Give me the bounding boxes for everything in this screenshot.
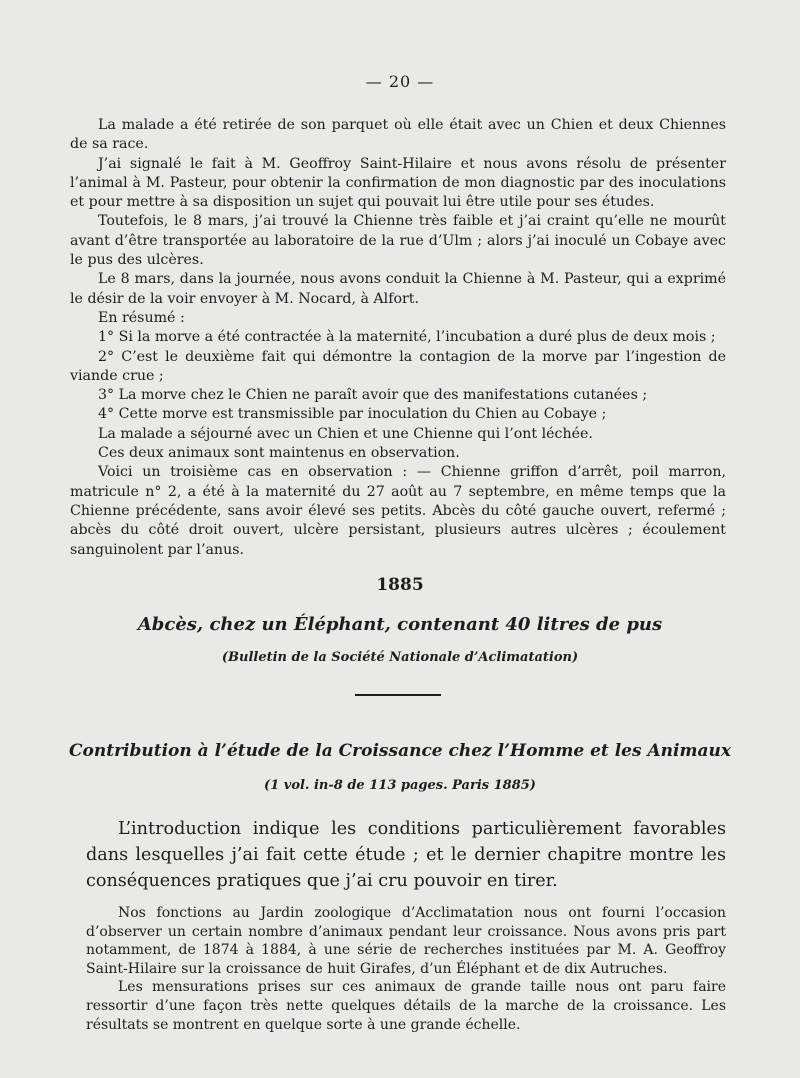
list-item: 4° Cette morve est transmissible par inoculation du Chien au Cobaye ; <box>98 406 607 423</box>
paragraph: En résumé : <box>98 309 185 326</box>
article-publication-info: (1 vol. in-8 de 113 pages. Paris 1885) <box>264 778 536 793</box>
list-item: 3° La morve chez le Chien ne paraît avoir que des manifestations cutanées ; <box>98 387 648 404</box>
intro-text <box>86 816 726 894</box>
paragraph: Nos fonctions au Jardin zoologique d’Acclimatation nous ont fourni l’occasion d’observer un certain nombre d’animaux pendant leur croissance. Nous avons pris part notamment, de 1874 à 1884, à une série de recherches instituées par M. A. Geoffroy Saint-Hilaire sur la croissance de huit Girafes, d’un Éléphant et de dix Autruches. <box>86 905 726 977</box>
paragraph: Ces deux animaux sont maintenus en observation. <box>98 445 460 462</box>
paragraph: J’ai signalé le fait à M. Geoffroy Saint-Hilaire et nous avons résolu de présenter l’animal à M. Pasteur, pour obtenir la confirmation de mon diagnostic par des inoculations et pour mettre à sa disposition un sujet qui pouvait lui être utile pour ses études. <box>70 155 726 211</box>
section1-text <box>70 116 726 560</box>
page-number: — 20 — <box>365 72 435 91</box>
list-item: 2° C’est le deuxième fait qui démontre la contagion de la morve par l’ingestion de viande crue ; <box>70 348 726 384</box>
paragraph: La malade a séjourné avec un Chien et une Chienne qui l’ont léchée. <box>98 425 593 442</box>
paragraph: Le 8 mars, dans la journée, nous avons conduit la Chienne à M. Pasteur, qui a exprimé le désir de la voir envoyer à M. Nocard, à Alfort. <box>70 271 726 307</box>
divider <box>355 694 441 696</box>
intro-paragraph: L’introduction indique les conditions particulièrement favorables dans lesquelles j’ai fait cette étude ; et le dernier chapitre montre les conséquences pratiques que j’ai cru pouvoir en tirer. <box>86 819 726 891</box>
section-year: 1885 <box>376 575 424 595</box>
section2-text <box>86 904 726 1034</box>
article-source: (Bulletin de la Société Nationale d’Aclimatation) <box>221 650 579 665</box>
article-title-croissance: Contribution à l’étude de la Croissance chez l’Homme et les Animaux <box>69 741 731 761</box>
paragraph: Voici un troisième cas en observation : — Chienne griffon d’arrêt, poil marron, matricule n° 2, a été à la maternité du 27 août au 7 septembre, en même temps que la Chienne précédente, sans avoir élevé ses petits. Abcès du côté gauche ouvert, refermé ; abcès du côté droit ouvert, ulcère persistant, plusieurs autres ulcères ; écoulement sanguinolent par l’anus. <box>70 464 726 558</box>
article-title-elephant: Abcès, chez un Éléphant, contenant 40 litres de pus <box>137 614 663 635</box>
list-item: 1° Si la morve a été contractée à la maternité, l’incubation a duré plus de deux mois ; <box>98 329 716 346</box>
paragraph: La malade a été retirée de son parquet où elle était avec un Chien et deux Chiennes de sa race. <box>70 117 726 153</box>
paragraph: Les mensurations prises sur ces animaux de grande taille nous ont paru faire ressortir d’une façon très nette quelques détails de la marche de la croissance. Les résultats se montrent en quelque sorte à une grande échelle. <box>86 979 726 1033</box>
paragraph: Toutefois, le 8 mars, j’ai trouvé la Chienne très faible et j’ai craint qu’elle ne mourût avant d’être transportée au laboratoire de la rue d’Ulm ; alors j’ai inoculé un Cobaye avec le pus des ulcères. <box>70 213 726 269</box>
